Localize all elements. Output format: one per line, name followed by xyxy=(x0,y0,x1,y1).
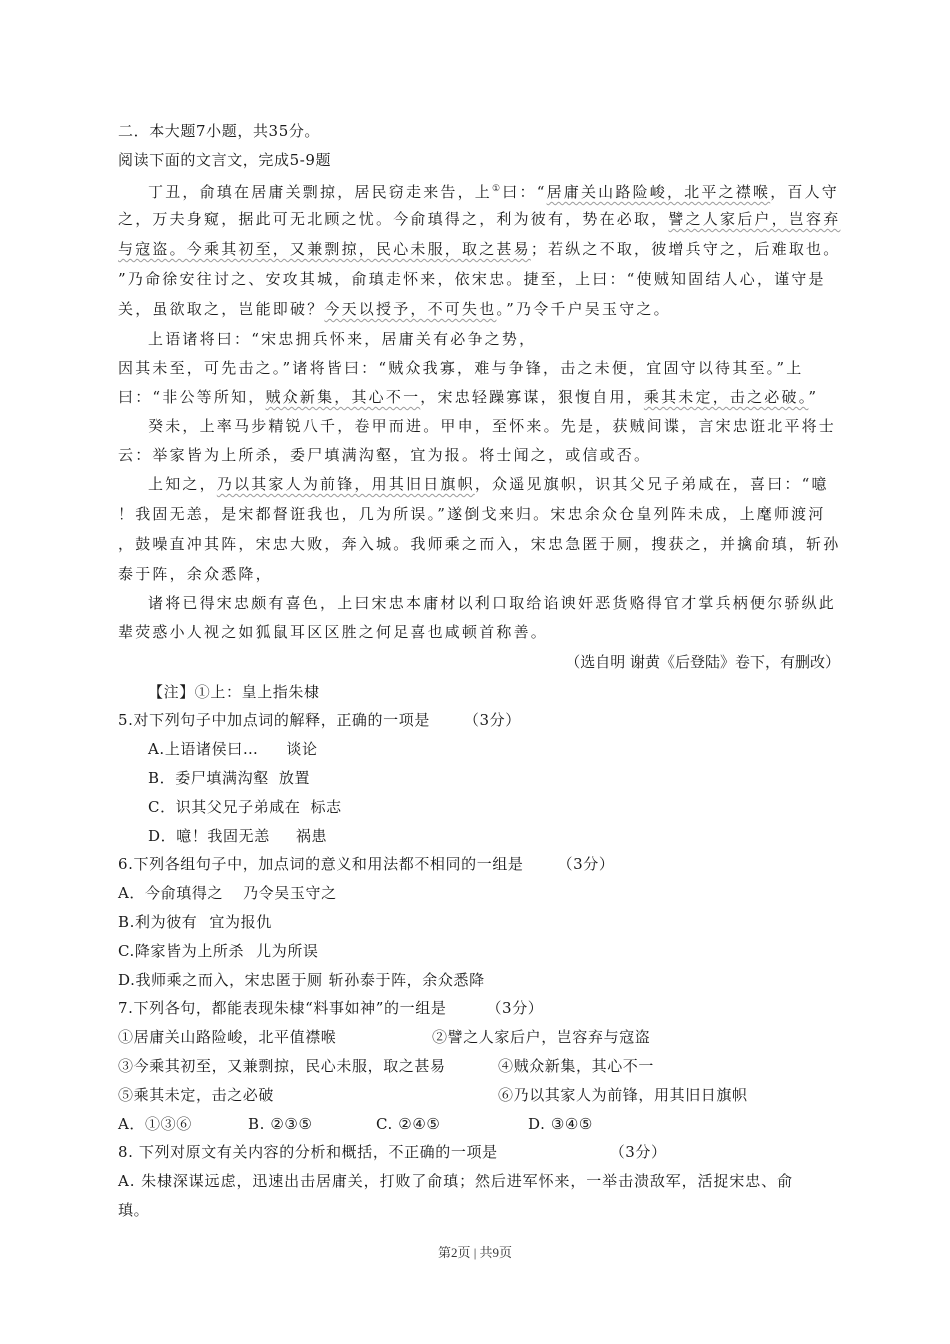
score: （3分） xyxy=(557,855,615,873)
reading-instruction: 阅读下面的文言文，完成5-9题 xyxy=(118,151,332,169)
question-7-item: ⑤乘其未定，击之必破 xyxy=(118,1086,275,1104)
underlined-phrase: 譬之人家后户，岂容弃 xyxy=(668,210,841,228)
score: （3分） xyxy=(486,999,544,1017)
question-7-stem: 7.下列各句，都能表现朱棣“料事如神”的一组是 （3分） xyxy=(118,999,544,1017)
question-7-choice-c: C. ②④⑤ xyxy=(376,1115,441,1133)
passage-line: 辈荧惑小人视之如狐鼠耳区区胜之何足喜也咸顿首称善。 xyxy=(118,623,549,641)
passage-line: 关，虽欲取之，岂能即破？今天以授予，不可失也。”乃令千户吴玉守之。 xyxy=(118,300,671,318)
underlined-phrase: 与寇盗。今乘其初至，又兼剽掠，民心未服，取之甚易 xyxy=(118,240,531,258)
question-6-option-b: B.利为彼有 宜为报仇 xyxy=(118,913,272,931)
question-5-option-a: A.上语诸侯曰… 谈论 xyxy=(148,740,318,758)
footnote-marker: ① xyxy=(492,184,503,194)
passage-line: 云：举家皆为上所杀，委尸填满沟壑，宜为报。将士闻之，或信或否。 xyxy=(118,446,652,464)
passage-line: 癸未，上率马步精锐八千，卷甲而进。甲申，至怀来。先是，获贼间谍，言宋忠诳北平将士 xyxy=(148,417,837,435)
underlined-phrase: 居庸关山路险峻，北平之襟喉 xyxy=(546,183,771,201)
passage-line: 之，万夫身窥，据此可无北顾之忧。今俞瑱得之，利为彼有，势在必取，譬之人家后户，岂容弃 xyxy=(118,210,841,228)
question-6-stem: 6.下列各组句子中，加点词的意义和用法都不相同的一组是 （3分） xyxy=(118,855,615,873)
question-7-choice-b: B. ②③⑤ xyxy=(248,1115,313,1133)
question-5-option-b: B．委尸填满沟壑 放置 xyxy=(148,769,311,787)
passage-line: 诸将已得宋忠颇有喜色，上曰宋忠本庸材以利口取给谄谀奸恶货赂得官才掌兵柄便尔骄纵此 xyxy=(148,594,837,612)
question-7-choice-a: A．①③⑥ xyxy=(118,1115,192,1133)
passage-line: 上语诸将曰：“宋忠拥兵怀来，居庸关有必争之势， xyxy=(148,330,537,348)
question-6-option-c: C.降家皆为上所杀 儿为所误 xyxy=(118,942,319,960)
passage-line: 泰于阵，余众悉降， xyxy=(118,565,273,583)
question-6-option-d: D.我师乘之而入，宋忠匿于厕 斩孙泰于阵，余众悉降 xyxy=(118,971,485,989)
section-heading: 二．本大题7小题，共35分。 xyxy=(118,122,321,140)
question-7-item: ②譬之人家后户，岂容弃与寇盗 xyxy=(432,1028,651,1046)
question-6-option-a: A．今俞瑱得之 乃令吴玉守之 xyxy=(118,884,337,902)
question-7-item: ④贼众新集，其心不一 xyxy=(498,1057,655,1075)
passage-line: 因其未至，可先击之。”诸将皆曰：“贼众我寡，难与争锋，击之未便，宜固守以待其至。”上 xyxy=(118,359,804,377)
question-7-item: ⑥乃以其家人为前锋，用其旧日旗帜 xyxy=(498,1086,748,1104)
passage-line: 与寇盗。今乘其初至，又兼剽掠，民心未服，取之甚易；若纵之不取，彼增兵守之，后难取也。 xyxy=(118,240,841,258)
score: （3分） xyxy=(609,1143,667,1161)
question-8-option-a-cont: 瑱。 xyxy=(118,1201,150,1219)
question-5-option-d: D．噫！我固无恙 祸患 xyxy=(148,827,328,845)
footnote: 【注】①上：皇上指朱棣 xyxy=(148,683,320,701)
underlined-phrase: 乘其未定，击之必破。 xyxy=(643,388,809,406)
passage-line: 丁丑，俞瑱在居庸关剽掠，居民窃走来告，上①曰：“居庸关山路险峻，北平之襟喉，百人守 xyxy=(148,183,839,201)
underlined-phrase: 乃以其家人为前锋，用其旧日旗帜 xyxy=(216,475,475,493)
underlined-phrase: 今天以授予，不可失也 xyxy=(324,300,497,318)
passage-line: ”乃命徐安往讨之、安攻其城，俞瑱走怀来，依宋忠。捷至，上曰：“使贼知固结人心，谨守是 xyxy=(118,270,826,288)
question-8-option-a: A. 朱棣深谋远虑，迅速出击居庸关，打败了俞瑱；然后进军怀来，一举击溃敌军，活捉宋忠、俞 xyxy=(118,1172,793,1190)
question-7-item: ③今乘其初至，又兼剽掠，民心未服，取之甚易 xyxy=(118,1057,446,1075)
source-citation: （选自明 谢黄《后登陆》卷下，有删改） xyxy=(565,653,840,671)
question-7-choice-d: D. ③④⑤ xyxy=(528,1115,593,1133)
question-5-stem: 5.对下列句子中加点词的解释，正确的一项是 （3分） xyxy=(118,711,521,729)
passage-line: 曰：“非公等所知，贼众新集，其心不一，宋忠轻躁寡谋，狠愎自用，乘其未定，击之必破。” xyxy=(118,388,819,406)
question-5-option-c: C．识其父兄子弟咸在 标志 xyxy=(148,798,342,816)
question-8-stem: 8. 下列对原文有关内容的分析和概括，不正确的一项是 （3分） xyxy=(118,1143,667,1161)
passage-line: ！我固无恙，是宋都督诳我也，几为所误。”遂倒戈来归。宋忠余众仓皇列阵未成，上麾师渡河 xyxy=(118,505,826,523)
underlined-phrase: 贼众新集，其心不一 xyxy=(265,388,421,406)
score: （3分） xyxy=(463,711,521,729)
passage-line: 上知之，乃以其家人为前锋，用其旧日旗帜，众遥见旗帜，识其父兄子弟咸在，喜曰：“噫 xyxy=(148,475,829,493)
page-number: 第2页 | 共9页 xyxy=(437,1245,513,1260)
question-7-item: ①居庸关山路险峻，北平值襟喉 xyxy=(118,1028,337,1046)
passage-line: ，鼓噪直冲其阵，宋忠大败，奔入城。我师乘之而入，宋忠急匿于厕，搜获之，并擒俞瑱，斩孙 xyxy=(118,535,841,553)
